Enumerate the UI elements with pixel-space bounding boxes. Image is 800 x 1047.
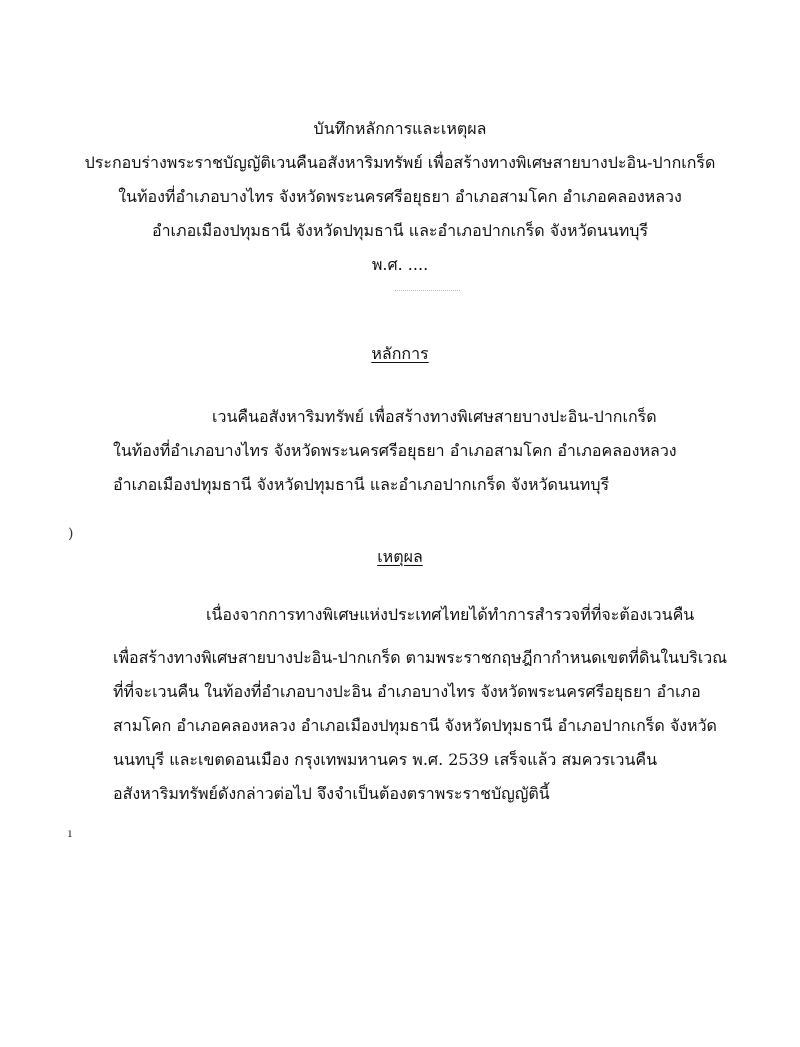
reason-heading-text: เหตุผล [377, 547, 423, 566]
memo-subtitle-line-1: ประกอบร่างพระราชบัญญัติเวนคืนอสังหาริมทรัพย์ เพื่อสร้างทางพิเศษสายบางปะอิน-ปากเกร็ด [84, 153, 716, 172]
scan-artifact [395, 290, 460, 295]
reason-line-2: เพื่อสร้างทางพิเศษสายบางปะอิน-ปากเกร็ด ตามพระราชกฤษฎีกากำหนดเขตที่ดินในบริเวณ [113, 648, 728, 667]
principle-line-2: ในท้องที่อำเภอบางไทร จังหวัดพระนครศรีอยุธยา อำเภอสามโคก อำเภอคลองหลวง [113, 441, 677, 460]
margin-mark: ı [68, 826, 72, 840]
memo-year: พ.ศ. .... [371, 255, 429, 274]
reason-line-4: สามโคก อำเภอคลองหลวง อำเภอเมืองปทุมธานี จังหวัดปทุมธานี อำเภอปากเกร็ด จังหวัด [113, 716, 717, 735]
reason-heading [0, 545, 800, 570]
principle-line-3: อำเภอเมืองปทุมธานี จังหวัดปทุมธานี และอำเภอปากเกร็ด จังหวัดนนทบุรี [113, 475, 610, 494]
principle-heading-text: หลักการ [371, 344, 429, 363]
memo-title: บันทึกหลักการและเหตุผล [313, 119, 487, 138]
reason-line-3: ที่ที่จะเวนคืน ในท้องที่อำเภอบางปะอิน อำเภอบางไทร จังหวัดพระนครศรีอยุธยา อำเภอ [113, 682, 701, 701]
reason-line-1: เนื่องจากการทางพิเศษแห่งประเทศไทยได้ทำการสำรวจที่ที่จะต้องเวนคืน [206, 605, 695, 624]
margin-mark: ) [68, 526, 74, 542]
reason-line-5: นนทบุรี และเขตดอนเมือง กรุงเทพมหานคร พ.ศ. 2539 เสร็จแล้ว สมควรเวนคืน [113, 750, 658, 769]
principle-line-1: เวนคืนอสังหาริมทรัพย์ เพื่อสร้างทางพิเศษสายบางปะอิน-ปากเกร็ด [212, 407, 657, 426]
principle-heading [0, 342, 800, 367]
memo-subtitle-line-2: ในท้องที่อำเภอบางไทร จังหวัดพระนครศรีอยุธยา อำเภอสามโคก อำเภอคลองหลวง [118, 187, 682, 206]
memo-subtitle-line-3: อำเภอเมืองปทุมธานี จังหวัดปทุมธานี และอำเภอปากเกร็ด จังหวัดนนทบุรี [151, 221, 649, 240]
reason-line-6: อสังหาริมทรัพย์ดังกล่าวต่อไป จึงจำเป็นต้องตราพระราชบัญญัตินี้ [113, 784, 550, 803]
